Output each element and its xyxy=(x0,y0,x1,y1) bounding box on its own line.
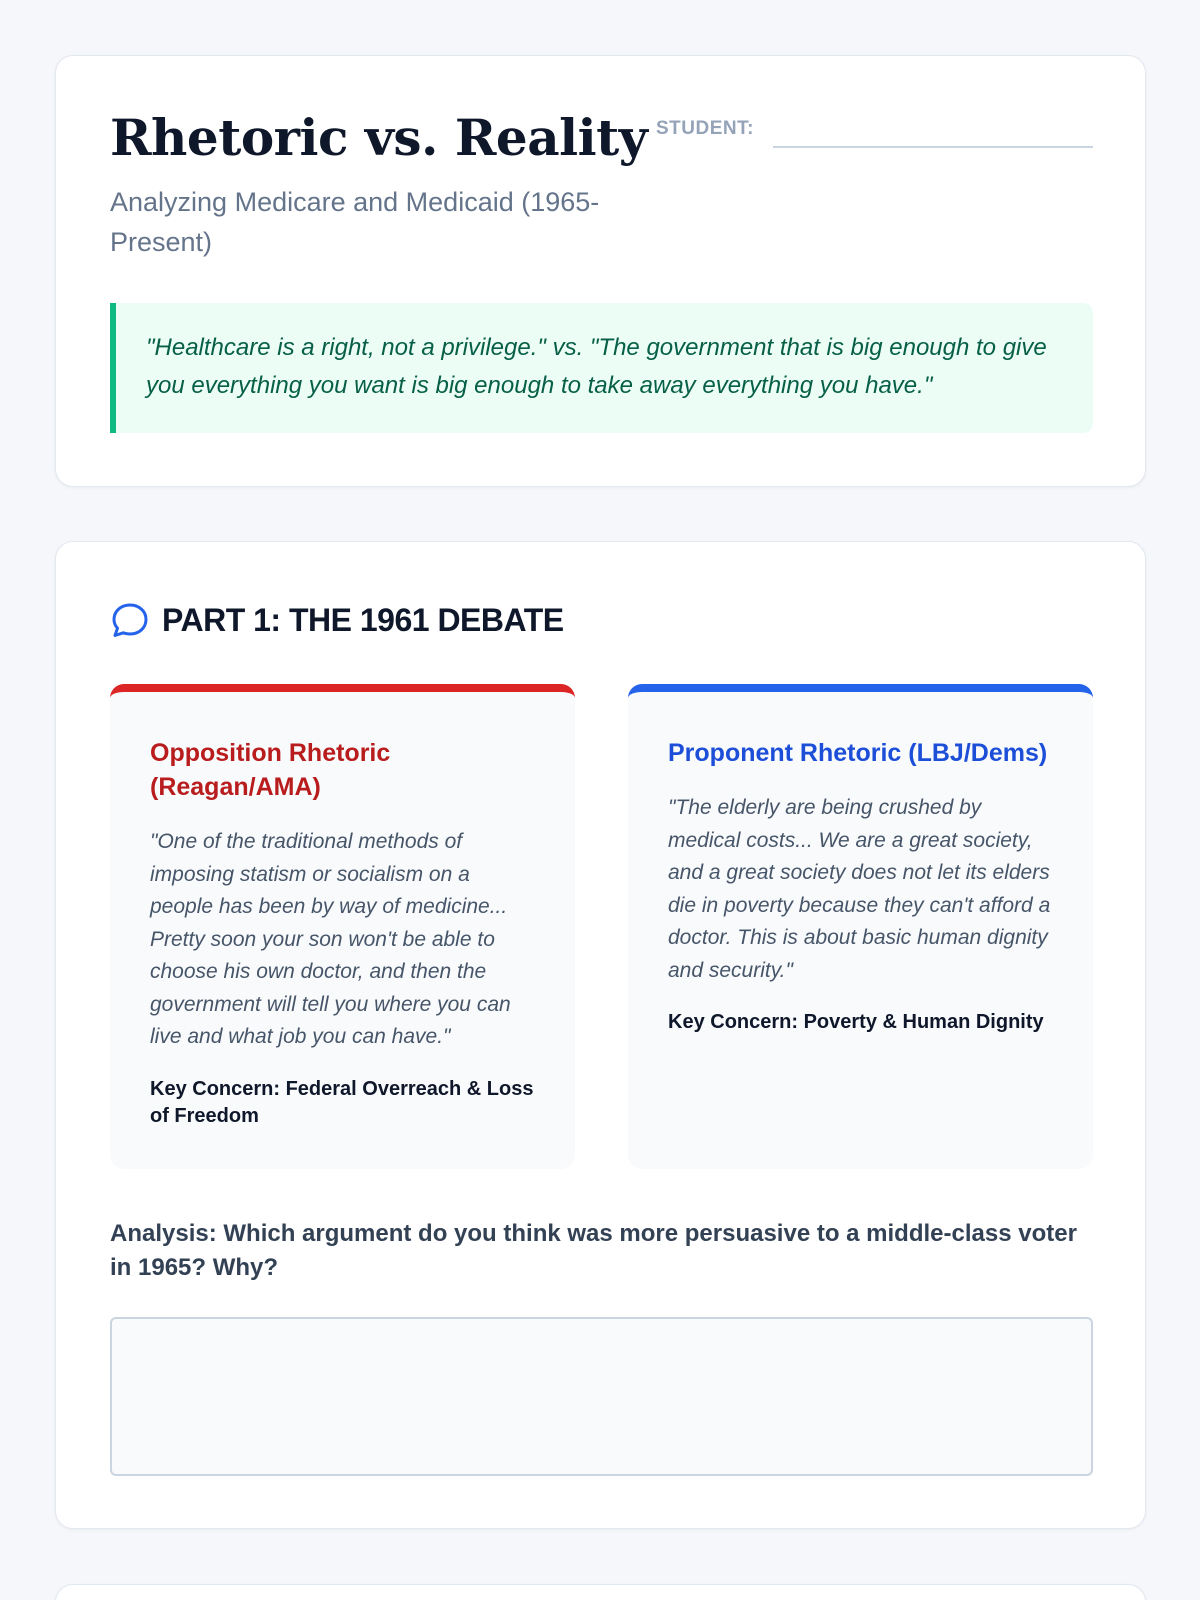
speech-bubble-icon xyxy=(110,600,150,640)
page-title: Rhetoric vs. Reality xyxy=(110,108,648,167)
proponent-key-concern: Key Concern: Poverty & Human Dignity xyxy=(668,1011,1044,1033)
opposition-title: Opposition Rhetoric (Reagan/AMA) xyxy=(150,739,391,801)
page-subtitle: Analyzing Medicare and Medicaid (1965-Present) xyxy=(110,187,600,257)
student-name-field[interactable] xyxy=(773,146,1093,148)
proponent-quote: "The elderly are being crushed by medical costs... We are a great society, and a great society does not let its elders die in poverty because they can't afford a doctor. This is about basic human dignity and security." xyxy=(668,796,1051,982)
epigraph-quote: "Healthcare is a right, not a privilege." vs. "The government that is big enough to give you everything you want is big enough to take away everything you have." xyxy=(146,334,1047,399)
header-card xyxy=(55,55,1146,487)
next-section-card xyxy=(55,1584,1146,1600)
part1-title: PART 1: THE 1961 DEBATE xyxy=(162,601,564,638)
opposition-column xyxy=(110,684,575,1169)
analysis-answer-input[interactable] xyxy=(110,1317,1093,1476)
part1-card xyxy=(55,541,1146,1529)
part1-heading xyxy=(110,598,564,642)
proponent-column xyxy=(628,684,1093,1169)
proponent-title: Proponent Rhetoric (LBJ/Dems) xyxy=(668,739,1048,767)
analysis-prompt: Analysis: Which argument do you think was more persuasive to a middle-class voter in 1965? Why? xyxy=(110,1220,1077,1281)
opposition-quote: "One of the traditional methods of imposing statism or socialism on a people has been by way of medicine... Pretty soon your son won't be able to choose his own doctor, and then the government will tell you where you can live and what job you can have." xyxy=(150,830,511,1048)
student-label: STUDENT: xyxy=(656,118,754,139)
opposition-key-concern: Key Concern: Federal Overreach & Loss of Freedom xyxy=(150,1077,534,1127)
epigraph-quote-box xyxy=(110,303,1093,433)
